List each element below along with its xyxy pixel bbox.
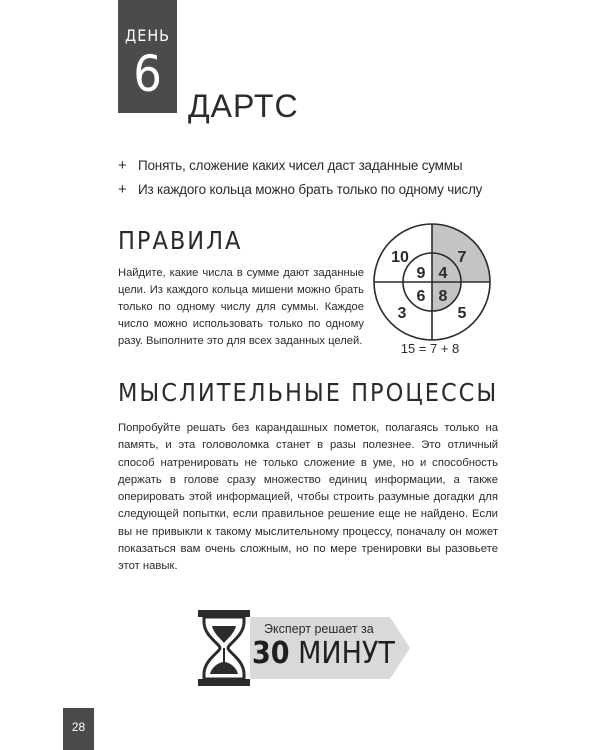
day-badge	[118, 0, 177, 113]
inner-number-bottom-left: 6	[416, 288, 426, 305]
rules-text: Найдите, какие числа в сумме дают заданные цели. Из каждого кольца мишени можно брать только по одному числу для суммы. Каждое число можно использовать только по одному разу. Выполните это для всех заданных целей.	[118, 267, 364, 347]
goal-item	[118, 158, 518, 173]
goal-text: Из каждого кольца можно брать только по одному числу	[138, 182, 483, 197]
day-label: ДЕНЬ	[124, 26, 171, 45]
outer-number-bottom-right: 5	[457, 305, 467, 322]
rules-heading: ПРАВИЛА	[118, 226, 243, 255]
hourglass-icon	[196, 610, 252, 686]
outer-number-top-right: 7	[457, 249, 467, 266]
page-title: ДАРТС	[188, 88, 299, 124]
goal-item	[118, 182, 518, 197]
outer-number-top-left: 10	[391, 249, 409, 266]
day-number: 6	[133, 45, 162, 103]
expert-label: Эксперт решает за	[264, 622, 374, 636]
thinking-text: Попробуйте решать без карандашных пометок, полагаясь только на память, и эта головоломка станет в разы полезнее. Это отличный способ натренировать не только сложение в уме, но и способность держать в голове сразу множество единиц информации, а также оперировать этой информацией, чтобы строить разумные догадки для следующей попытки, если правильное решение еще не найдено. Если вы не привыкли к такому мыслительному процессу, поначалу он может показаться вам очень сложным, но по мере тренировки вы разовьете этот навык.	[118, 422, 498, 573]
inner-number-top-right: 4	[438, 265, 448, 282]
outer-number-bottom-left: 3	[397, 305, 407, 322]
example-equation: 15 = 7 + 8	[400, 341, 460, 356]
inner-number-bottom-right: 8	[438, 288, 448, 305]
plus-icon: +	[118, 157, 127, 174]
plus-icon: +	[118, 181, 127, 198]
expert-time	[252, 636, 395, 671]
goal-text: Понять, сложение каких чисел даст заданные суммы	[138, 158, 463, 173]
thinking-heading: МЫСЛИТЕЛЬНЫЕ ПРОЦЕССЫ	[118, 378, 499, 407]
goals-list	[118, 158, 518, 206]
dartboard-diagram	[372, 222, 492, 342]
expert-minutes-unit: МИНУТ	[298, 636, 395, 671]
inner-number-top-left: 9	[416, 265, 426, 282]
expert-minutes-number: 30	[252, 636, 290, 671]
page-number: 28	[63, 708, 94, 750]
